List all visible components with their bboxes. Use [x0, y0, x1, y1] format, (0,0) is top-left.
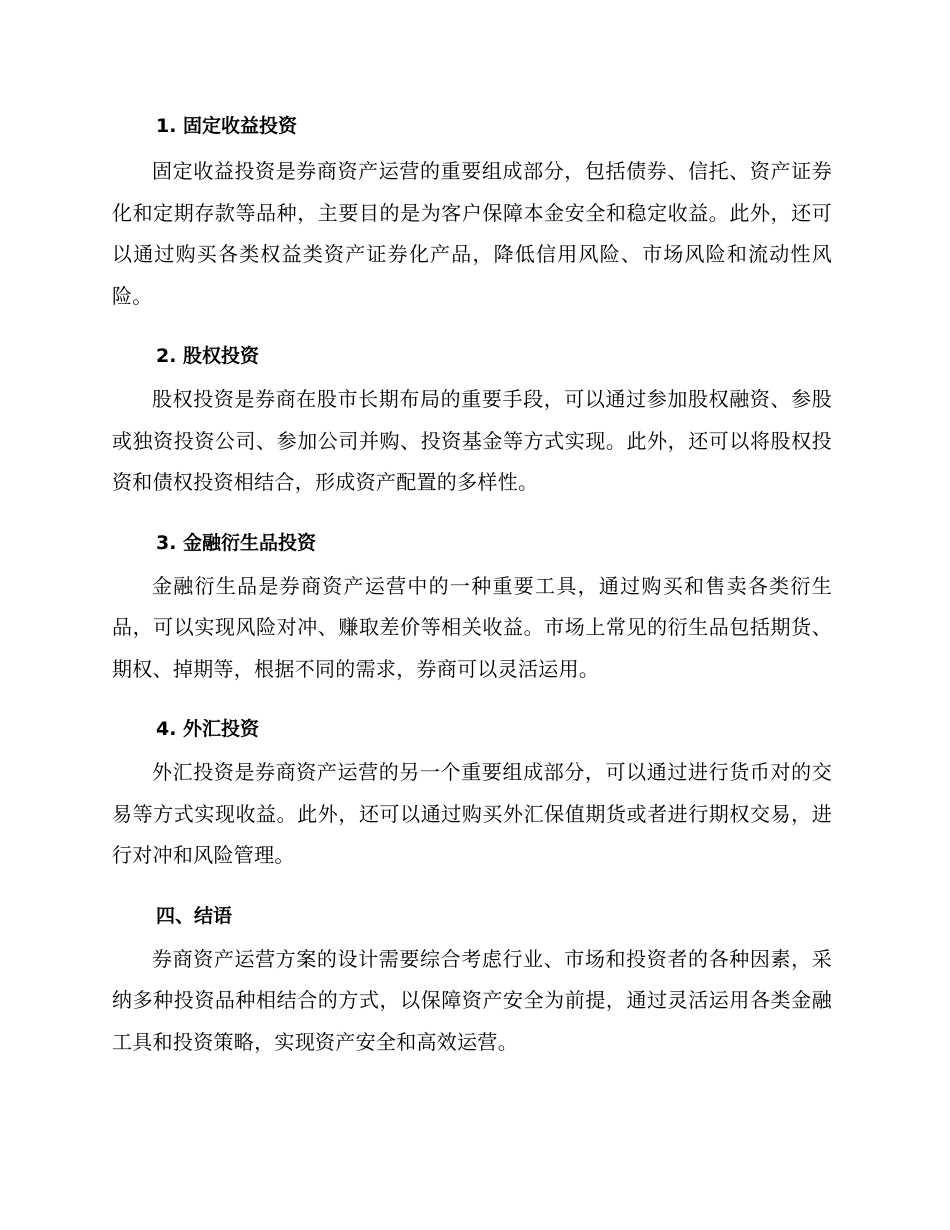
document-page [112, 103, 832, 1079]
section-derivatives [112, 520, 832, 691]
section-conclusion [112, 893, 832, 1064]
section-heading: 3. 金融衍生品投资 [156, 531, 317, 554]
section-paragraph: 金融衍生品是券商资产运营中的一种重要工具，通过购买和售卖各类衍生品，可以实现风险对冲、赚取差价等相关收益。市场上常见的衍生品包括期货、期权、掉期等，根据不同的需求，券商可以灵活运用。 [112, 573, 832, 681]
section-heading: 四、结语 [156, 904, 233, 927]
section-forex [112, 706, 832, 877]
section-paragraph: 券商资产运营方案的设计需要综合考虑行业、市场和投资者的各种因素，采纳多种投资品种相结合的方式，以保障资产安全为前提，通过灵活运用各类金融工具和投资策略，实现资产安全和高效运营。 [112, 946, 832, 1054]
section-paragraph: 外汇投资是券商资产运营的另一个重要组成部分，可以通过进行货币对的交易等方式实现收益。此外，还可以通过购买外汇保值期货或者进行期权交易，进行对冲和风险管理。 [112, 760, 832, 867]
section-heading: 4. 外汇投资 [156, 718, 260, 740]
section-paragraph: 固定收益投资是券商资产运营的重要组成部分，包括债券、信托、资产证券化和定期存款等品种，主要目的是为客户保障本金安全和稳定收益。此外，还可以通过购买各类权益类资产证券化产品，降低信用风险、市场风险和流动性风险。 [112, 159, 832, 308]
section-fixed-income [112, 103, 832, 317]
section-paragraph: 股权投资是券商在股市长期布局的重要手段，可以通过参加股权融资、参股或独资投资公司、参加公司并购、投资基金等方式实现。此外，还可以将股权投资和债权投资相结合，形成资产配置的多样性。 [112, 387, 832, 494]
section-equity [112, 333, 832, 504]
section-heading: 2. 股权投资 [156, 345, 260, 367]
section-heading: 1. 固定收益投资 [156, 115, 298, 137]
